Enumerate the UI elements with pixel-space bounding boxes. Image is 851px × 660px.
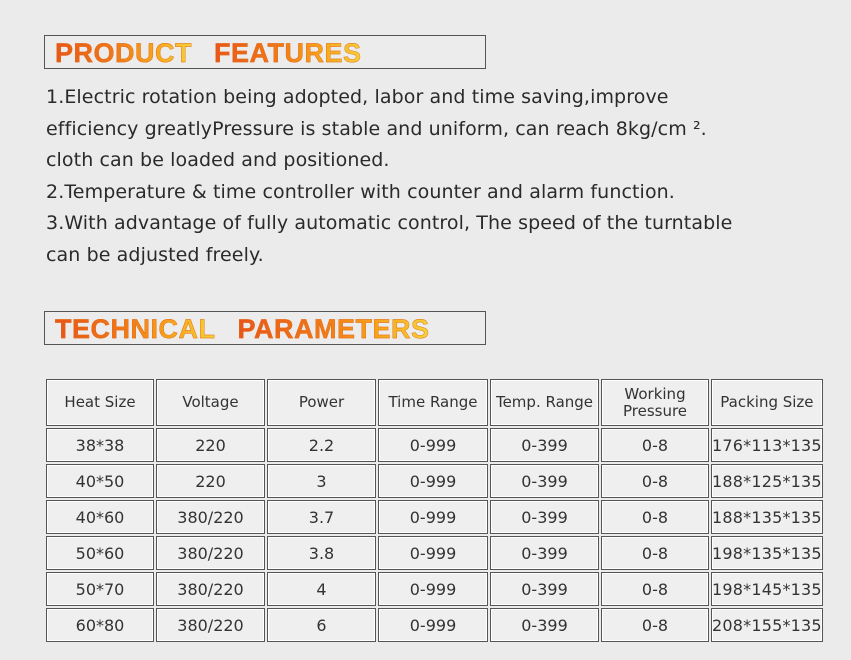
cell-time-range: 0-999: [378, 464, 488, 498]
cell-time-range: 0-999: [378, 608, 488, 642]
cell-voltage: 380/220: [156, 572, 265, 606]
technical-parameters-heading: [44, 311, 486, 345]
cell-voltage: 220: [156, 464, 265, 498]
table-row: [46, 464, 823, 498]
cell-working-pressure: 0-8: [601, 500, 709, 534]
header-working-pressure-label: Working Pressure: [622, 384, 688, 420]
cell-working-pressure: 0-8: [601, 464, 709, 498]
table-header-row: [46, 379, 823, 426]
cell-power: 3.8: [267, 536, 376, 570]
heading-word: PARAMETERS: [237, 314, 430, 344]
cell-heat-size: 40*50: [46, 464, 154, 498]
header-packing-size: Packing Size: [711, 379, 823, 426]
table-row: [46, 428, 823, 462]
cell-time-range: 0-999: [378, 536, 488, 570]
heading-word: PRODUCT: [55, 38, 192, 68]
heading-word: TECHNICAL: [55, 314, 216, 344]
cell-working-pressure: 0-8: [601, 428, 709, 462]
cell-temp-range: 0-399: [490, 572, 599, 606]
cell-time-range: 0-999: [378, 572, 488, 606]
cell-packing-size: 188*135*135: [711, 500, 823, 534]
cell-working-pressure: 0-8: [601, 572, 709, 606]
cell-power: 4: [267, 572, 376, 606]
header-temp-range: Temp. Range: [490, 379, 599, 426]
header-heat-size: Heat Size: [46, 379, 154, 426]
cell-temp-range: 0-399: [490, 500, 599, 534]
cell-time-range: 0-999: [378, 500, 488, 534]
cell-temp-range: 0-399: [490, 608, 599, 642]
cell-packing-size: 188*125*135: [711, 464, 823, 498]
cell-power: 3.7: [267, 500, 376, 534]
table-row: [46, 608, 823, 642]
cell-packing-size: 208*155*135: [711, 608, 823, 642]
cell-packing-size: 176*113*135: [711, 428, 823, 462]
cell-temp-range: 0-399: [490, 536, 599, 570]
cell-heat-size: 50*70: [46, 572, 154, 606]
heading-word: FEATURES: [214, 38, 362, 68]
feature-line: 3.With advantage of fully automatic control, The speed of the turntable: [46, 212, 733, 235]
header-time-range: Time Range: [378, 379, 488, 426]
feature-line: 1.Electric rotation being adopted, labor and time saving,improve: [46, 86, 669, 108]
cell-heat-size: 40*60: [46, 500, 154, 534]
features-list: [46, 82, 826, 272]
table-row: [46, 572, 823, 606]
header-voltage: Voltage: [156, 379, 265, 426]
cell-voltage: 380/220: [156, 536, 265, 570]
feature-line: efficiency greatlyPressure is stable and uniform, can reach 8kg/cm ².: [46, 117, 707, 140]
cell-power: 2.2: [267, 428, 376, 462]
cell-voltage: 220: [156, 428, 265, 462]
cell-packing-size: 198*135*135: [711, 536, 823, 570]
product-features-heading: [44, 35, 486, 69]
header-working-pressure: [601, 379, 709, 426]
cell-voltage: 380/220: [156, 608, 265, 642]
cell-temp-range: 0-399: [490, 464, 599, 498]
header-power: Power: [267, 379, 376, 426]
feature-line: cloth can be loaded and positioned.: [46, 149, 390, 172]
cell-time-range: 0-999: [378, 428, 488, 462]
cell-power: 6: [267, 608, 376, 642]
cell-power: 3: [267, 464, 376, 498]
cell-heat-size: 50*60: [46, 536, 154, 570]
cell-working-pressure: 0-8: [601, 536, 709, 570]
cell-voltage: 380/220: [156, 500, 265, 534]
cell-temp-range: 0-399: [490, 428, 599, 462]
table-row: [46, 500, 823, 534]
cell-heat-size: 60*80: [46, 608, 154, 642]
parameters-table: [44, 377, 825, 644]
cell-heat-size: 38*38: [46, 428, 154, 462]
feature-line: can be adjusted freely.: [46, 243, 264, 266]
table-row: [46, 536, 823, 570]
cell-packing-size: 198*145*135: [711, 572, 823, 606]
cell-working-pressure: 0-8: [601, 608, 709, 642]
feature-line: 2.Temperature & time controller with counter and alarm function.: [46, 180, 675, 203]
